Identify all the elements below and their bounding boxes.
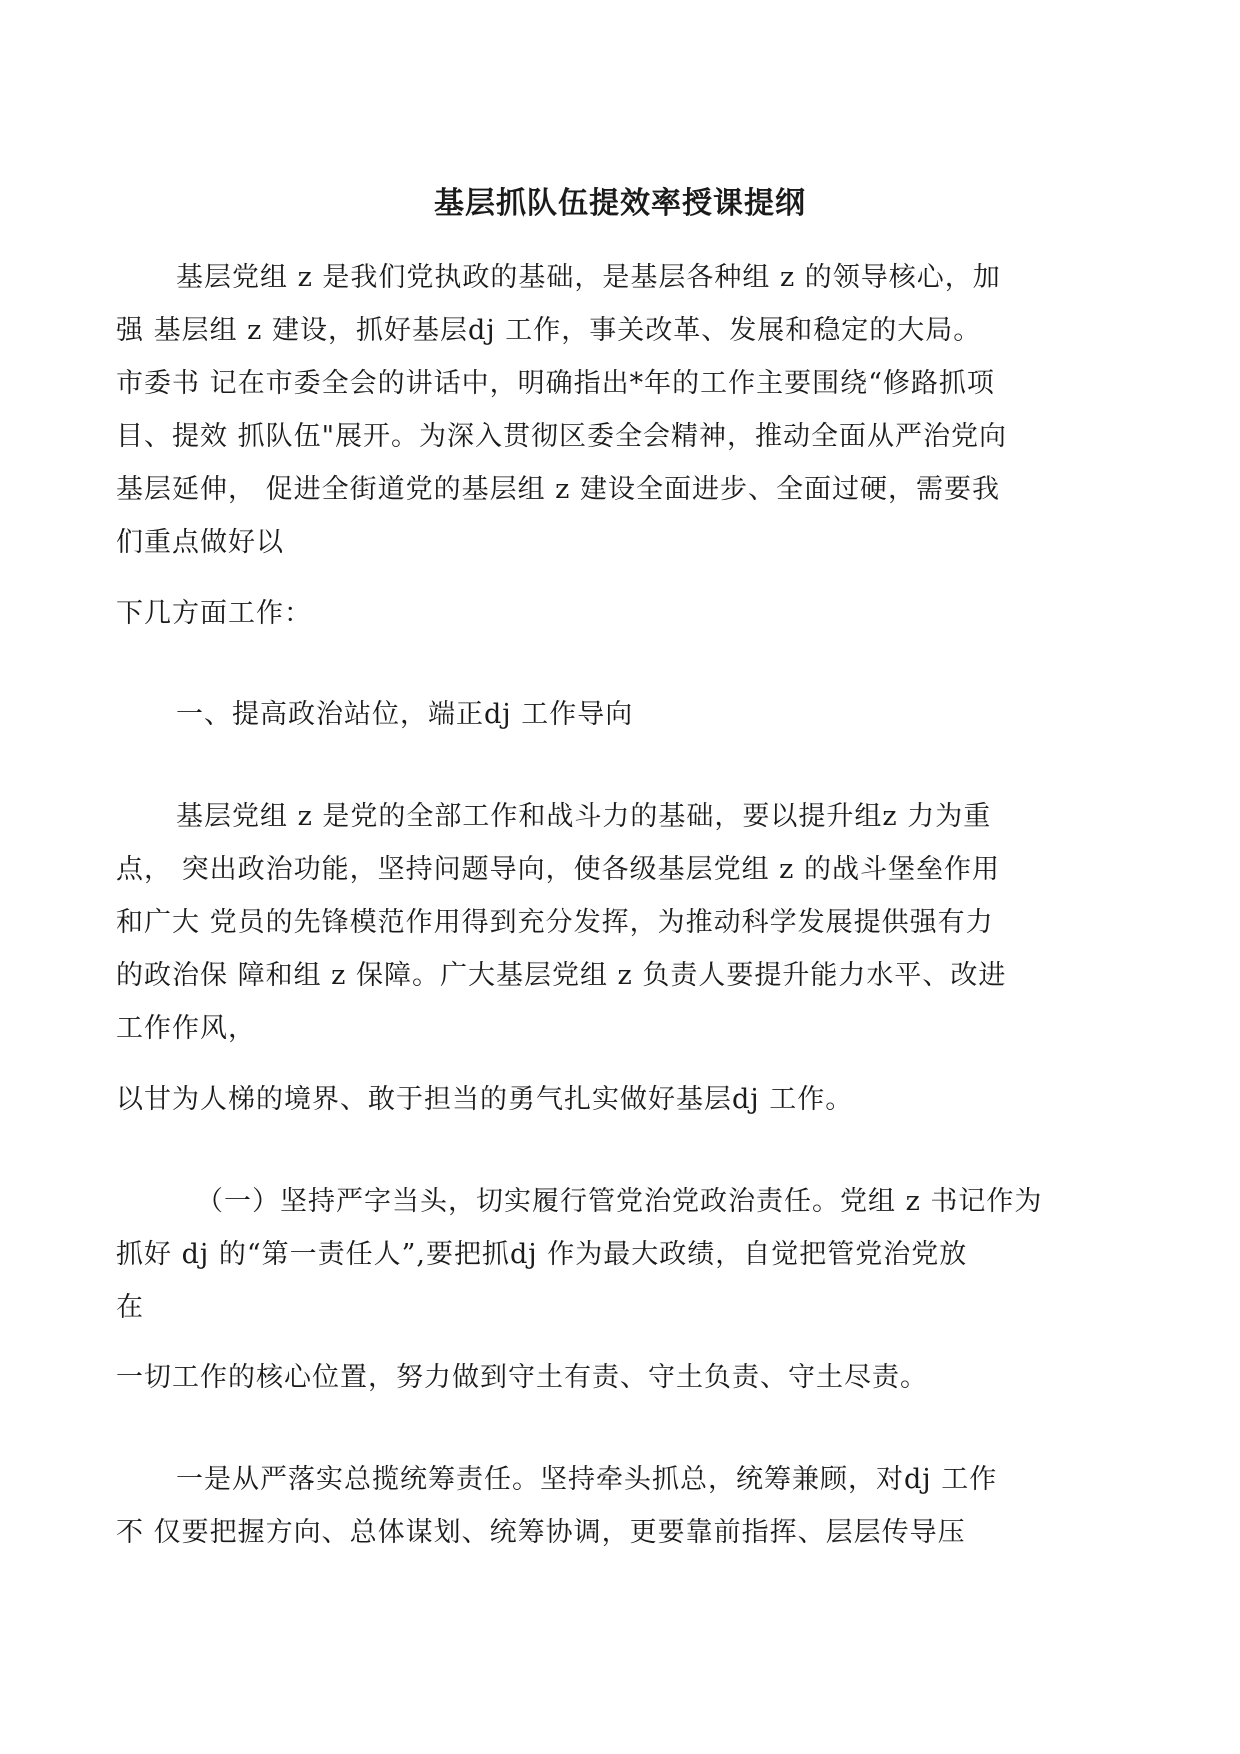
paragraph-line: 在 (116, 1292, 144, 1323)
subsection-heading: （一）坚持严字当头，切实履行管党治党政治责任。党组 z 书记作为 (196, 1186, 1043, 1217)
paragraph-line: 不 仅要把握方向、总体谋划、统筹协调，更要靠前指挥、层层传导压 (116, 1517, 966, 1548)
paragraph-line: 抓好 dj 的“第一责任人”,要把抓dj 作为最大政绩，自觉把管党治党放 (116, 1239, 968, 1270)
paragraph-line: 强 基层组 z 建设，抓好基层dj 工作，事关改革、发展和稳定的大局。 (116, 315, 982, 346)
paragraph-line: 点， 突出政治功能，坚持问题导向，使各级基层党组 z 的战斗堡垒作用 (116, 854, 1000, 885)
paragraph-line: 一切工作的核心位置，努力做到守土有责、守土负责、守土尽责。 (116, 1362, 928, 1393)
paragraph-line: 目、提效 抓队伍"展开。为深入贯彻区委全会精神，推动全面从严治党向 (116, 421, 1008, 452)
paragraph-line: 市委书 记在市委全会的讲话中，明确指出*年的工作主要围绕“修路抓项 (116, 368, 995, 399)
document-title: 基层抓队伍提效率授课提纲 (434, 186, 806, 221)
paragraph-line: 工作作风， (116, 1013, 256, 1044)
section-heading: 一、提高政治站位，端正dj 工作导向 (176, 699, 634, 730)
paragraph-line: 一是从严落实总揽统筹责任。坚持牵头抓总，统筹兼顾，对dj 工作 (176, 1464, 998, 1495)
paragraph-line: 的政治保 障和组 z 保障。广大基层党组 z 负责人要提升能力水平、改进 (116, 960, 1007, 991)
paragraph-line: 以甘为人梯的境界、敢于担当的勇气扎实做好基层dj 工作。 (116, 1084, 854, 1115)
paragraph-line: 和广大 党员的先锋模范作用得到充分发挥，为推动科学发展提供强有力 (116, 907, 994, 938)
paragraph-line: 基层延伸， 促进全街道党的基层组 z 建设全面进步、全面过硬，需要我 (116, 474, 1000, 505)
paragraph-line: 基层党组 z 是我们党执政的基础，是基层各种组 z 的领导核心，加 (176, 262, 1001, 293)
paragraph-line: 基层党组 z 是党的全部工作和战斗力的基础，要以提升组z 力为重 (176, 801, 992, 832)
paragraph-line: 下几方面工作： (116, 598, 312, 629)
paragraph-line: 们重点做好以 (116, 527, 284, 558)
